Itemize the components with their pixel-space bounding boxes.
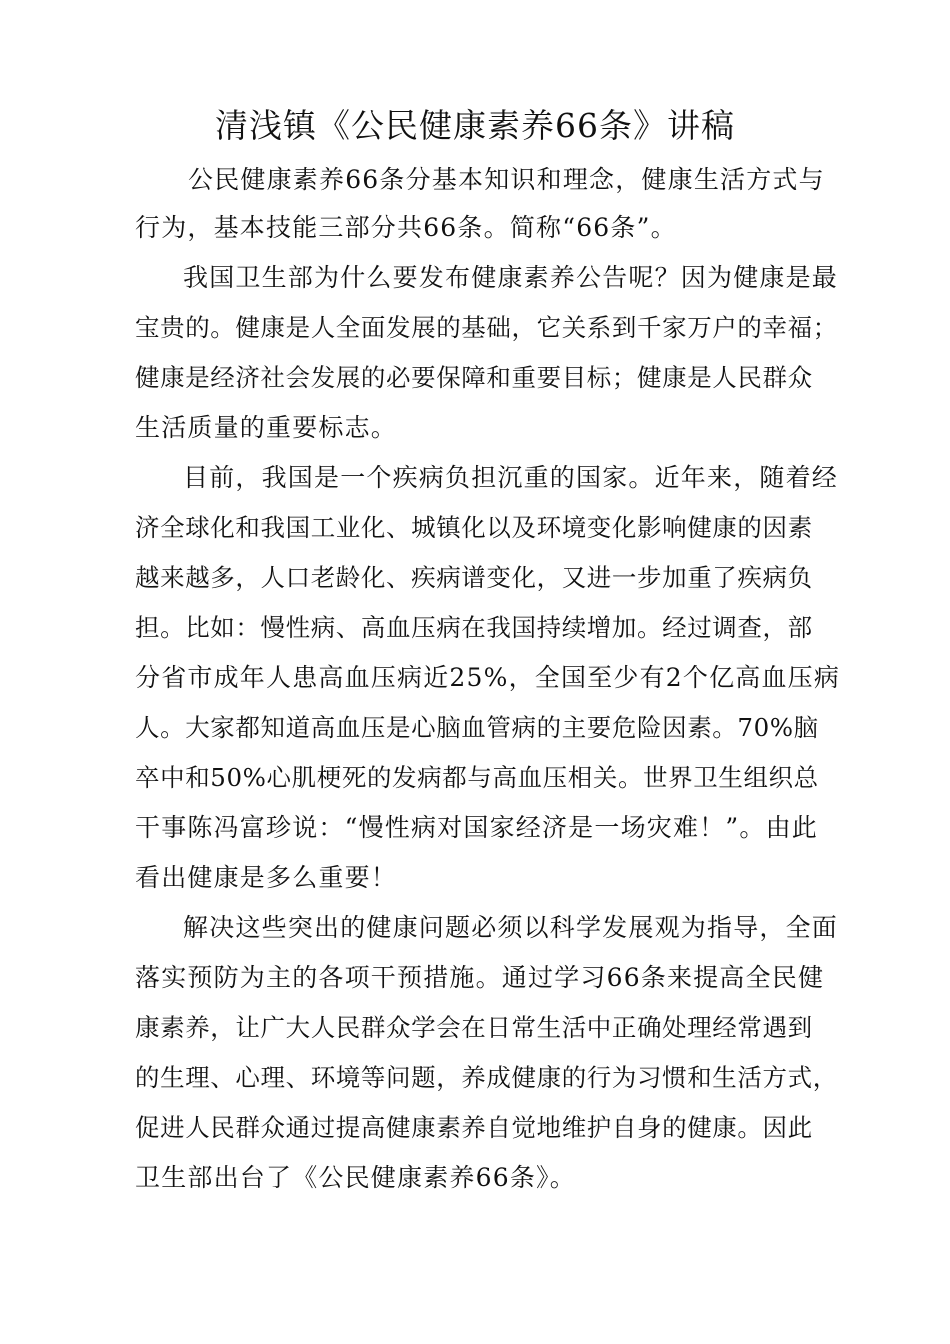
paragraph-1-line-1: 公民健康素养66条分基本知识和理念，健康生活方式与 bbox=[188, 165, 825, 194]
paragraph-3-line-6: 人。大家都知道高血压是心脑血管病的主要危险因素。70%脑 bbox=[135, 713, 819, 742]
paragraph-2-line-4: 生活质量的重要标志。 bbox=[135, 413, 398, 442]
document-title: 清浅镇《公民健康素养66条》讲稿 bbox=[215, 106, 735, 145]
paragraph-2-line-3: 健康是经济社会发展的必要保障和重要目标；健康是人民群众 bbox=[135, 363, 813, 392]
paragraph-3-line-2: 济全球化和我国工业化、城镇化以及环境变化影响健康的因素 bbox=[135, 513, 813, 542]
paragraph-3-line-7: 卒中和50%心肌梗死的发病都与高血压相关。世界卫生组织总 bbox=[135, 763, 819, 792]
paragraph-3-line-4: 担。比如：慢性病、高血压病在我国持续增加。经过调查，部 bbox=[135, 613, 813, 642]
paragraph-1-line-2: 行为，基本技能三部分共66条。简称“66条”。 bbox=[135, 213, 677, 242]
paragraph-4-line-5: 促进人民群众通过提高健康素养自觉地维护自身的健康。因此 bbox=[135, 1113, 813, 1142]
paragraph-2-line-2: 宝贵的。健康是人全面发展的基础，它关系到千家万户的幸福； bbox=[135, 313, 838, 342]
paragraph-3-line-1: 目前，我国是一个疾病负担沉重的国家。近年来，随着经 bbox=[183, 463, 839, 492]
paragraph-2-line-1: 我国卫生部为什么要发布健康素养公告呢？因为健康是最 bbox=[183, 263, 839, 292]
paragraph-3-line-5: 分省市成年人患高血压病近25%，全国至少有2个亿高血压病 bbox=[135, 663, 841, 692]
paragraph-3-line-9: 看出健康是多么重要！ bbox=[135, 863, 398, 892]
paragraph-4-line-6: 卫生部出台了《公民健康素养66条》。 bbox=[135, 1163, 576, 1192]
paragraph-4-line-3: 康素养，让广大人民群众学会在日常生活中正确处理经常遇到 bbox=[135, 1013, 813, 1042]
paragraph-3-line-8: 干事陈冯富珍说：“慢性病对国家经济是一场灾难！”。由此 bbox=[135, 813, 818, 842]
paragraph-3-line-3: 越来越多，人口老龄化、疾病谱变化，又进一步加重了疾病负 bbox=[135, 563, 813, 592]
paragraph-4-line-2: 落实预防为主的各项干预措施。通过学习66条来提高全民健 bbox=[135, 963, 825, 992]
paragraph-4-line-4: 的生理、心理、环境等问题，养成健康的行为习惯和生活方式， bbox=[135, 1063, 838, 1092]
paragraph-4-line-1: 解决这些突出的健康问题必须以科学发展观为指导，全面 bbox=[183, 913, 839, 942]
